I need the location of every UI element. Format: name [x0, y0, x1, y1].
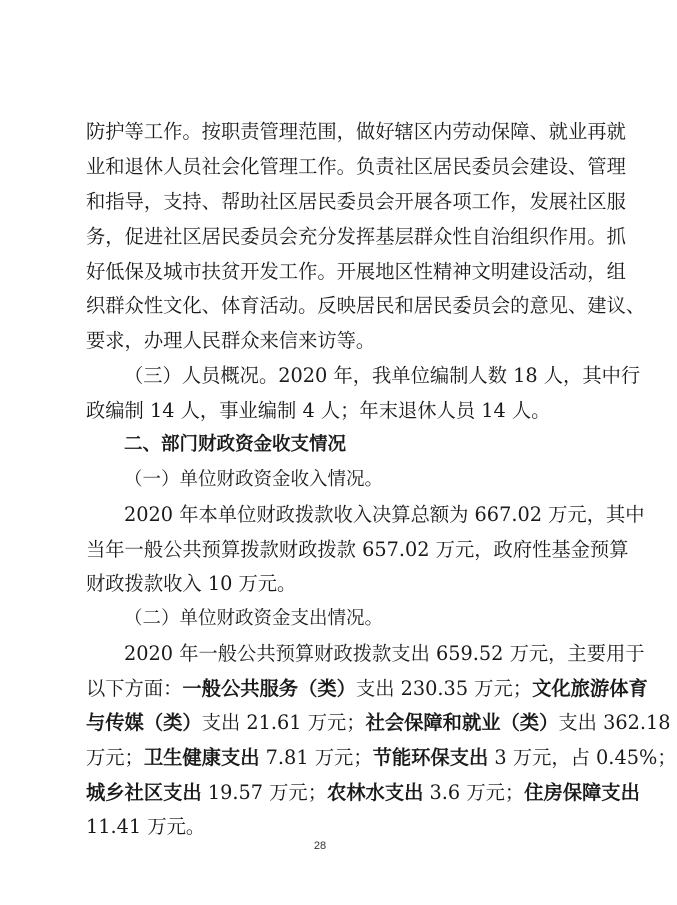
text-line: 好低保及城市扶贫开发工作。开展地区性精神文明建设活动，组 [86, 260, 626, 283]
category-amount: 支出 21.61 万元； [201, 711, 366, 734]
text-line: 防护等工作。按职责管理范围，做好辖区内劳动保障、就业再就 [86, 120, 626, 143]
text-line [86, 781, 640, 805]
text-line [86, 677, 648, 701]
text-line: 和指导，支持、帮助社区居民委员会开展各项工作，发展社区服 [86, 190, 626, 213]
category-social-security: 社会保障和就业（类） [365, 711, 559, 734]
text-line: 2020 年本单位财政拨款收入决算总额为 667.02 万元，其中 [124, 503, 645, 526]
text-line: 织群众性文化、体育活动。反映居民和居民委员会的意见、建议、 [86, 294, 646, 317]
category-amount: 3 万元，占 0.45%； [488, 746, 677, 769]
category-amount: 7.81 万元； [259, 746, 373, 769]
staff-overview-line: （三）人员概况。2020 年，我单位编制人数 18 人，其中行 [124, 364, 641, 387]
text-line: 业和退休人员社会化管理工作。负责社区居民委员会建设、管理 [86, 155, 626, 178]
text-span: 以下方面： [86, 677, 183, 700]
category-energy-environment: 节能环保支出 [372, 746, 489, 769]
page-number: 28 [313, 840, 327, 852]
category-housing: 住房保障支出 [524, 781, 640, 804]
subsection-title: （一）单位财政资金收入情况。 [124, 469, 384, 490]
category-general-public-services: 一般公共服务（类） [182, 677, 356, 700]
staff-overview-line: 政编制 14 人，事业编制 4 人；年末退休人员 14 人。 [86, 399, 551, 422]
text-line: 2020 年一般公共预算财政拨款支出 659.52 万元，主要用于 [124, 642, 645, 665]
text-line: 当年一般公共预算拨款财政拨款 657.02 万元，政府性基金预算 [86, 538, 629, 561]
text-line: 务，促进社区居民委员会充分发挥基层群众性自治组织作用。抓 [86, 225, 626, 248]
category-culture-tourism-sports: 与传媒（类） [86, 711, 202, 734]
text-line [86, 711, 671, 735]
category-agriculture-forestry-water: 农林水支出 [327, 781, 424, 804]
category-amount: 支出 362.18 [558, 711, 671, 734]
text-line [86, 746, 677, 770]
section-heading: 二、部门财政资金收支情况 [124, 434, 347, 455]
category-amount: 万元； [86, 746, 144, 769]
category-health: 卫生健康支出 [143, 746, 260, 769]
text-line: 财政拨款收入 10 万元。 [86, 572, 297, 595]
category-amount: 3.6 万元； [423, 781, 525, 804]
category-amount: 19.57 万元； [201, 781, 327, 804]
category-amount: 支出 230.35 万元； [355, 677, 533, 700]
category-urban-rural-community: 城乡社区支出 [86, 781, 202, 804]
text-line: 要求，办理人民群众来信来访等。 [86, 329, 376, 352]
text-line: 11.41 万元。 [86, 815, 206, 838]
category-culture-tourism-sports: 文化旅游体育 [532, 677, 648, 700]
subsection-title: （二）单位财政资金支出情况。 [124, 608, 384, 629]
